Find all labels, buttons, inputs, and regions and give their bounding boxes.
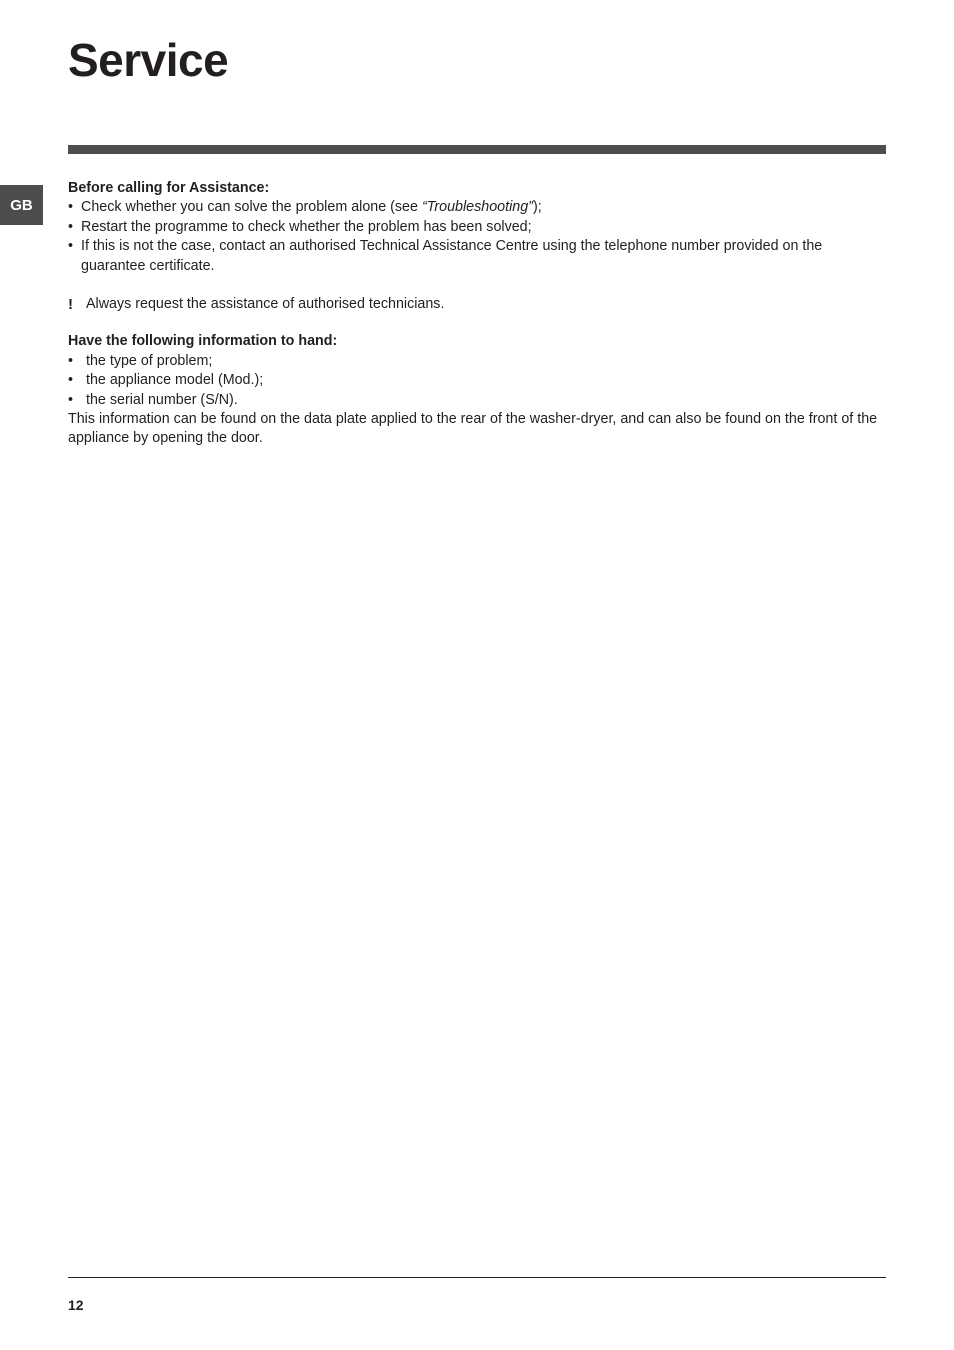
list-item-text: Restart the programme to check whether the problem has been solved; — [81, 218, 532, 235]
warning-note — [68, 295, 886, 314]
list-item — [68, 352, 886, 371]
list-item — [68, 218, 886, 237]
bullet-icon: • — [68, 238, 74, 255]
page-title: Service — [68, 34, 229, 86]
bullet-icon: • — [68, 352, 74, 369]
information-note: This information can be found on the data plate applied to the rear of the washer-dryer, and can also be found on the front of the appliance by opening the door. — [68, 411, 878, 447]
list-item-text: Check whether you can solve the problem alone (see — [81, 199, 422, 216]
title-rule — [68, 145, 886, 154]
warning-text: Always request the assistance of authorised technicians. — [86, 296, 445, 313]
page-number: 12 — [68, 1297, 84, 1313]
troubleshooting-reference: “Troubleshooting” — [421, 199, 533, 216]
list-item — [68, 198, 886, 217]
information-list — [68, 352, 886, 410]
list-item-text: the appliance model (Mod.); — [86, 372, 264, 389]
list-item — [68, 237, 886, 276]
footer-rule — [68, 1277, 886, 1278]
bullet-icon: • — [68, 218, 74, 235]
bullet-icon: • — [68, 199, 74, 216]
exclamation-icon: ! — [68, 296, 73, 314]
list-item-text-end: ); — [532, 199, 542, 216]
before-calling-heading: Before calling for Assistance: — [68, 180, 270, 196]
list-item-text: the type of problem; — [86, 352, 213, 369]
before-calling-list — [68, 198, 886, 276]
information-heading: Have the following information to hand: — [68, 333, 338, 350]
content-body — [68, 179, 886, 449]
list-item-text: the serial number (S/N). — [86, 391, 238, 408]
before-calling-section — [68, 179, 886, 276]
list-item — [68, 371, 886, 390]
list-item-text: If this is not the case, contact an authorised Technical Assistance Centre using the telephone number provided on the guarantee certificate. — [81, 238, 823, 274]
language-tab: GB — [0, 185, 43, 225]
bullet-icon: • — [68, 372, 74, 389]
bullet-icon: • — [68, 391, 74, 408]
list-item — [68, 391, 886, 410]
information-section — [68, 332, 886, 448]
